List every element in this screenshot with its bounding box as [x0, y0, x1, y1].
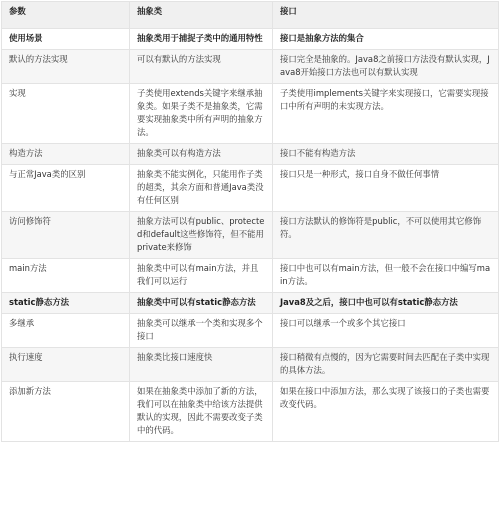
- table-row: [2, 348, 499, 382]
- interface-cell: 接口可以继承一个或多个其它接口: [273, 314, 499, 348]
- interface-cell: 如果在接口中添加方法，那么实现了该接口的子类也需要改变代码。: [273, 382, 499, 442]
- param-cell: 执行速度: [2, 348, 130, 382]
- abstract-class-cell: 抽象类可以有构造方法: [130, 144, 273, 165]
- interface-cell: 接口完全是抽象的。Java8之前接口方法没有默认实现，Java8开始接口方法也可以有默认实现: [273, 50, 499, 84]
- abstract-class-cell: 抽象类中可以有main方法，并且我们可以运行: [130, 259, 273, 293]
- param-cell: 默认的方法实现: [2, 50, 130, 84]
- abstract-class-cell: 抽象类用于捕捉子类中的通用特性: [130, 29, 273, 50]
- table-row: [2, 144, 499, 165]
- header-abstract-class: 抽象类: [130, 2, 273, 29]
- table-row: [2, 259, 499, 293]
- header-interface: 接口: [273, 2, 499, 29]
- interface-cell: 接口不能有构造方法: [273, 144, 499, 165]
- abstract-class-cell: 抽象类中可以有static静态方法: [130, 293, 273, 314]
- interface-cell: 接口稍微有点慢的，因为它需要时间去匹配在子类中实现的具体方法。: [273, 348, 499, 382]
- abstract-class-cell: 抽象类不能实例化，只能用作子类的超类，其余方面和普通Java类没有任何区别: [130, 165, 273, 212]
- table-row: [2, 293, 499, 314]
- table-row: [2, 212, 499, 259]
- param-cell: 访问修饰符: [2, 212, 130, 259]
- table-header: [2, 2, 499, 29]
- interface-cell: 接口中也可以有main方法，但一般不会在接口中编写main方法。: [273, 259, 499, 293]
- abstract-class-cell: 如果在抽象类中添加了新的方法，我们可以在抽象类中给该方法提供默认的实现，因此不需要改变子类中的代码。: [130, 382, 273, 442]
- param-cell: static静态方法: [2, 293, 130, 314]
- abstract-class-cell: 可以有默认的方法实现: [130, 50, 273, 84]
- comparison-table: [1, 1, 499, 442]
- interface-cell: 子类使用implements关键字来实现接口，它需要实现接口中所有声明的未实现方法。: [273, 84, 499, 144]
- interface-cell: Java8及之后，接口中也可以有static静态方法: [273, 293, 499, 314]
- abstract-class-cell: 抽象方法可以有public、protected和default这些修饰符，但不能用private来修饰: [130, 212, 273, 259]
- param-cell: 构造方法: [2, 144, 130, 165]
- table-row: [2, 29, 499, 50]
- abstract-class-cell: 抽象类比接口速度快: [130, 348, 273, 382]
- param-cell: 实现: [2, 84, 130, 144]
- table-row: [2, 50, 499, 84]
- interface-cell: 接口是抽象方法的集合: [273, 29, 499, 50]
- param-cell: 添加新方法: [2, 382, 130, 442]
- interface-cell: 接口只是一种形式，接口自身不做任何事情: [273, 165, 499, 212]
- table-body: [2, 29, 499, 442]
- abstract-class-cell: 抽象类可以继承一个类和实现多个接口: [130, 314, 273, 348]
- header-param: 参数: [2, 2, 130, 29]
- param-cell: 多继承: [2, 314, 130, 348]
- table-row: [2, 314, 499, 348]
- param-cell: 与正常Java类的区别: [2, 165, 130, 212]
- header-row: [2, 2, 499, 29]
- param-cell: main方法: [2, 259, 130, 293]
- interface-cell: 接口方法默认的修饰符是public，不可以使用其它修饰符。: [273, 212, 499, 259]
- abstract-class-cell: 子类使用extends关键字来继承抽象类。如果子类不是抽象类，它需要实现抽象类中所有声明的抽象方法。: [130, 84, 273, 144]
- table-row: [2, 382, 499, 442]
- param-cell: 使用场景: [2, 29, 130, 50]
- table-row: [2, 165, 499, 212]
- table-row: [2, 84, 499, 144]
